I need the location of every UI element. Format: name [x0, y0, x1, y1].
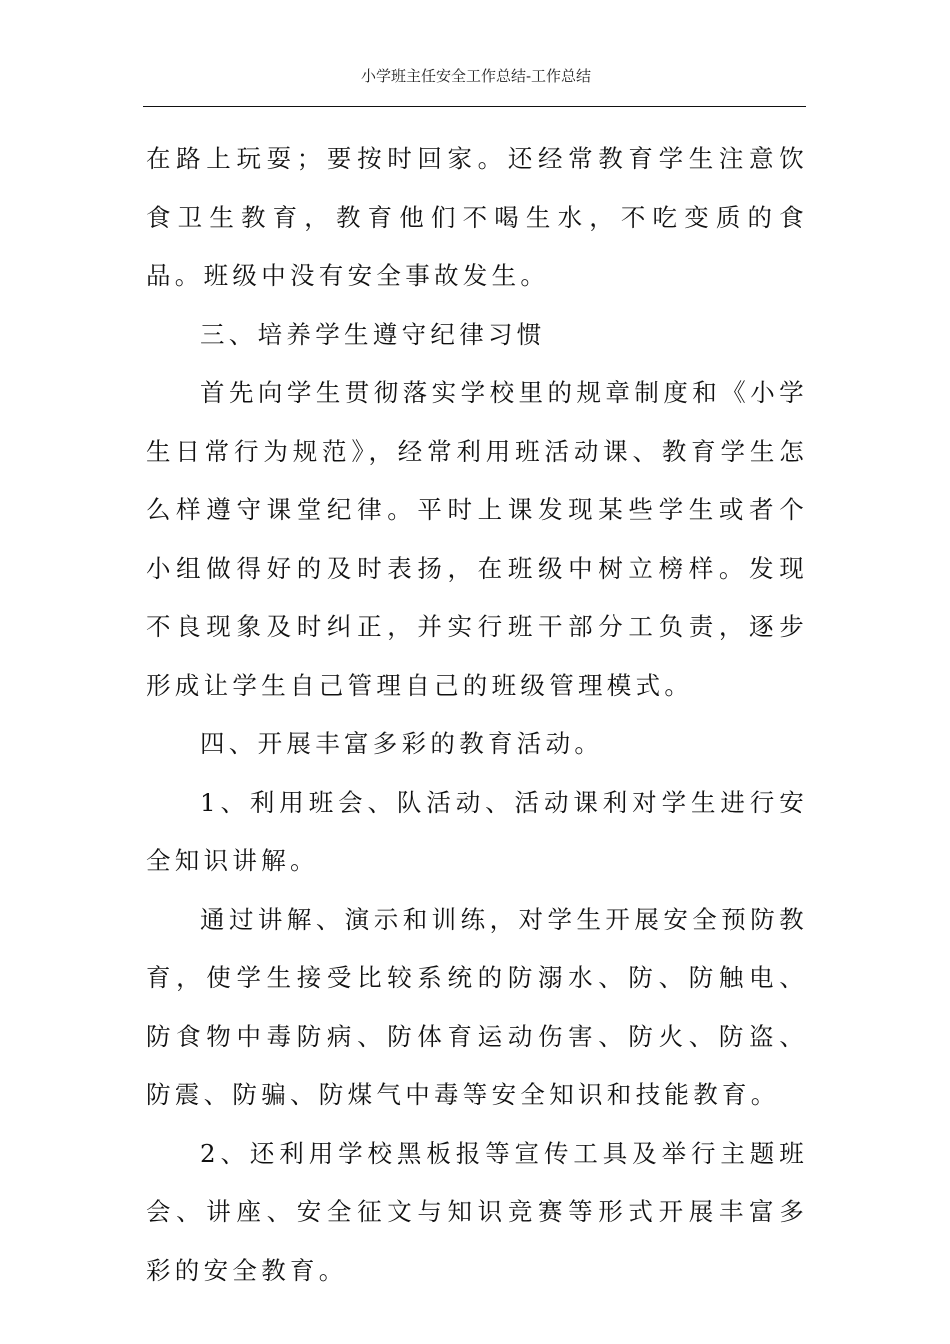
paragraph-safety-training: 通过讲解、演示和训练，对学生开展安全预防教育，使学生接受比较系统的防溺水、防、防触电、防食物中毒防病、防体育运动伤害、防火、防盗、防震、防骗、防煤气中毒等安全知识和技能教育。 — [146, 904, 808, 1109]
paragraph-continuation: 在路上玩耍；要按时回家。还经常教育学生注意饮食卫生教育，教育他们不喝生水，不吃变质的食品。班级中没有安全事故发生。 — [146, 144, 808, 290]
section-heading-3: 三、培养学生遵守纪律习惯 — [200, 319, 546, 349]
list-item-2: 2、还利用学校黑板报等宣传工具及举行主题班会、讲座、安全征文与知识竞赛等形式开展丰富多彩的安全教育。 — [146, 1138, 808, 1285]
list-item-1: 1、利用班会、队活动、活动课利对学生进行安全知识讲解。 — [146, 787, 808, 875]
paragraph-discipline: 首先向学生贯彻落实学校里的规章制度和《小学生日常行为规范》，经常利用班活动课、教育学生怎么样遵守课堂纪律。平时上课发现某些学生或者个小组做得好的及时表扬，在班级中树立榜样。发现不良现象及时纠正，并实行班干部分工负责，逐步形成让学生自己管理自己的班级管理模式。 — [146, 378, 808, 700]
document-body — [146, 130, 808, 1300]
page-header-title: 小学班主任安全工作总结-工作总结 — [360, 67, 592, 85]
section-heading-4: 四、开展丰富多彩的教育活动。 — [200, 729, 604, 758]
header-divider — [143, 106, 806, 107]
